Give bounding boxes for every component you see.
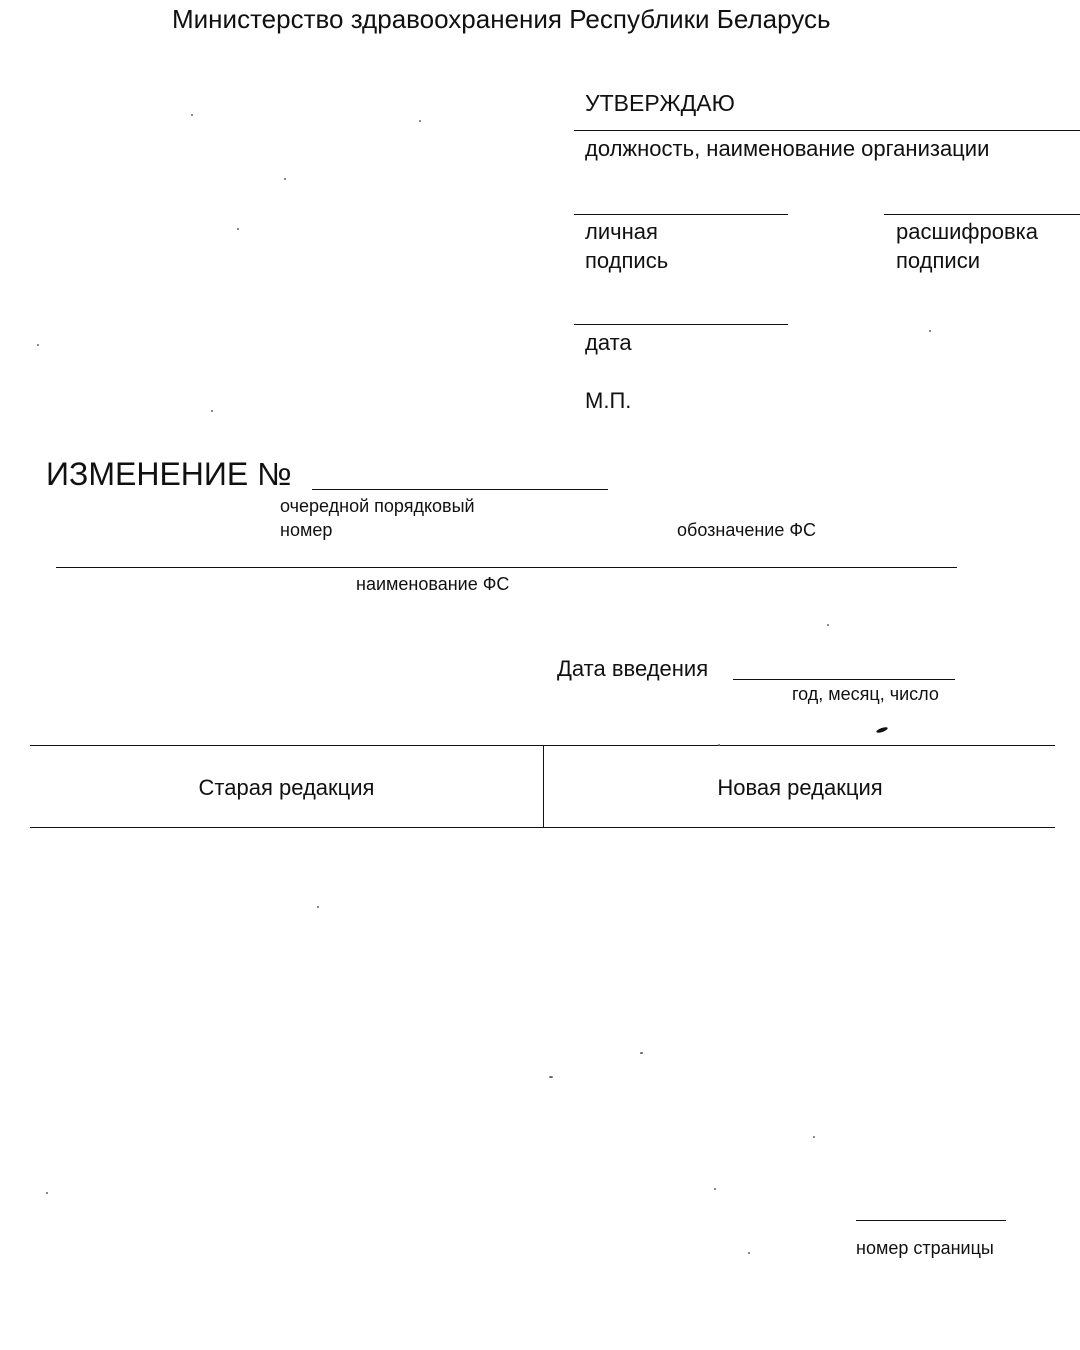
scan-speck [211,410,213,412]
ministry-title: Министерство здравоохранения Республики Беларусь [172,4,831,34]
intro-date-line[interactable] [733,679,955,680]
intro-date-label: Дата введения [557,656,709,681]
scan-speck [549,1076,553,1078]
table-bottom-border [30,827,1055,828]
scan-speck [748,1252,750,1254]
position-line[interactable] [574,130,1080,131]
column-header-new: Новая редакция [717,775,883,800]
stamp-label: М.П. [585,388,632,413]
change-title: ИЗМЕНЕНИЕ № [46,456,292,492]
scan-speck [827,624,829,626]
scan-speck [876,726,889,734]
signature-label-line1: личная [585,219,658,244]
scan-speck [640,1052,643,1054]
approval-title: УТВЕРЖДАЮ [585,90,735,116]
scan-speck [46,1192,48,1194]
scan-speck [929,330,931,332]
date-label: дата [585,330,632,355]
scan-speck [37,344,39,346]
change-number-line[interactable] [312,489,608,490]
decoding-label-line2: подписи [896,248,980,273]
scan-speck [284,178,286,180]
scan-speck [237,228,239,230]
fs-name-label: наименование ФС [356,574,510,594]
table-column-divider [543,745,544,828]
change-number-label-line2: номер [280,520,333,540]
decoding-line[interactable] [884,214,1080,215]
scan-speck [813,1136,815,1138]
date-line[interactable] [574,324,788,325]
scan-speck [191,114,193,116]
intro-date-hint: год, месяц, число [792,684,939,704]
scan-speck [714,1188,716,1190]
scan-speck [317,906,319,908]
signature-line[interactable] [574,214,788,215]
scan-speck [718,744,720,746]
change-number-label-line1: очередной порядковый [280,496,475,516]
page-number-label: номер страницы [856,1238,994,1258]
position-label: должность, наименование организации [585,136,990,161]
page-number-line[interactable] [856,1220,1006,1221]
fs-name-line[interactable] [56,567,957,568]
column-header-old: Старая редакция [198,775,375,800]
signature-label-line2: подпись [585,248,669,273]
decoding-label-line1: расшифровка [896,219,1039,244]
fs-designation-label: обозначение ФС [677,520,817,540]
scan-speck [419,120,421,122]
